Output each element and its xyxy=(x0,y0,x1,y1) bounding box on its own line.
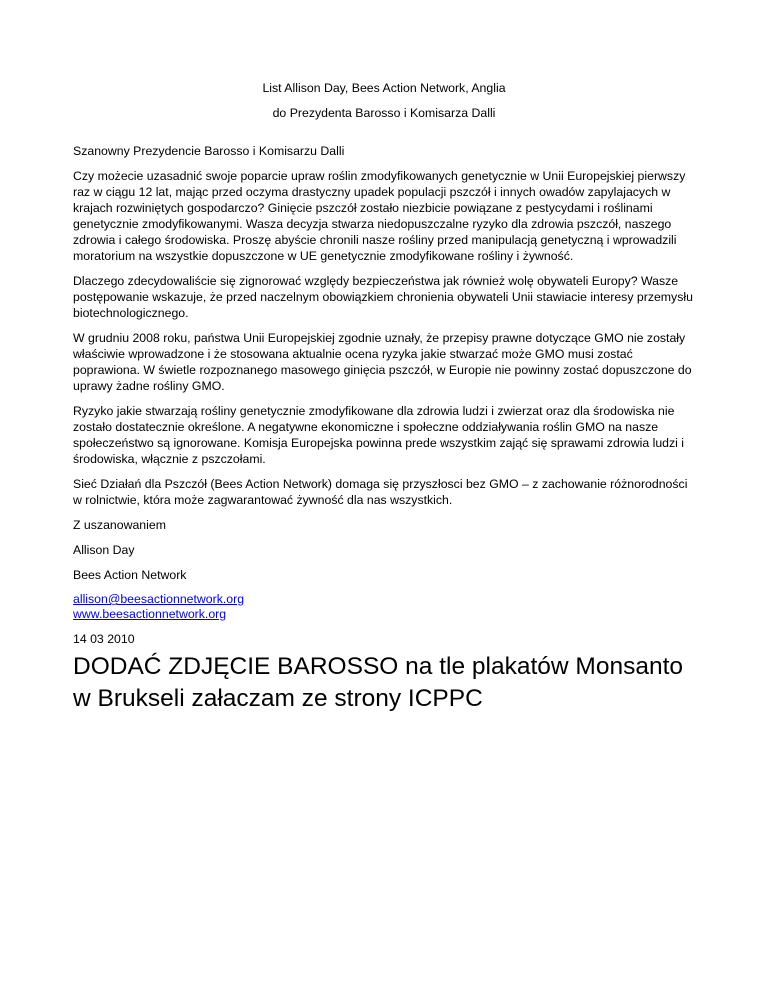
header-line-sender: List Allison Day, Bees Action Network, Anglia xyxy=(262,81,506,95)
website-link[interactable]: www.beesactionnetwork.org xyxy=(73,607,227,621)
paragraph-1: Czy możecie uzasadnić swoje poparcie upraw roślin zmodyfikowanych genetycznie w Unii Europejskiej pierwszy raz w ciągu 12 lat, mając przed oczyma drastyczny upadek populacji pszczół i innych owadów zapylajacych w krajach rozwiniętych gospodarczo? Ginięcie pszczół zostało niezbicie powiązane z pestycydami i roślinami genetycznie zmodyfikowanymi. Wasza decyzja stwarza niedopuszczalne ryzyko dla zdrowia pszczół, naszego zdrowia i całego środowiska. Proszę abyście chronili nasze rośliny przed manipulacją genetyczną i wprowadzili moratorium na wszystkie dopuszczone w UE genetycznie zmodyfikowane rośliny i żywność. xyxy=(73,169,686,263)
letter-date: 14 03 2010 xyxy=(73,632,135,646)
paragraph-4: Ryzyko jakie stwarzają rośliny genetycznie zmodyfikowane dla zdrowia ludzi i zwierzat oraz dla środowiska nie zostało dostatecznie określone. A negatywne ekonomiczne i społeczne oddziaływania roślin GMO na nasze społeczeństwo są ignorowane. Komisja Europejska powinna prede wszystkim zająć się sprawami zdrowia ludzi i środowiska, włącznie z pszczołami. xyxy=(73,404,685,466)
email-link[interactable]: allison@beesactionnetwork.org xyxy=(73,592,245,606)
signature-name: Allison Day xyxy=(73,543,135,557)
letter-page xyxy=(73,80,695,715)
editor-note: DODAĆ ZDJĘCIE BAROSSO na tle plakatów Monsanto w Brukseli załaczam ze strony ICPPC xyxy=(73,653,683,712)
signature-org: Bees Action Network xyxy=(73,568,187,582)
salutation: Szanowny Prezydencie Barosso i Komisarzu Dalli xyxy=(73,144,345,158)
closing: Z uszanowaniem xyxy=(73,518,166,532)
header-line-recipient: do Prezydenta Barosso i Komisarza Dalli xyxy=(272,106,496,120)
paragraph-3: W grudniu 2008 roku, państwa Unii Europejskiej zgodnie uznały, że przepisy prawne dotyczące GMO nie zostały właściwie wprowadzone i że stosowana aktualnie ocena ryzyka jakie stwarzać może GMO musi zostać poprawiona. W świetle rozpoznanego masowego ginięcia pszczół, w Europie nie powinny zostać dopuszczone do uprawy żadne rośliny GMO. xyxy=(73,331,692,393)
paragraph-5: Sieć Działań dla Pszczół (Bees Action Network) domaga się przyszłosci bez GMO – z zachowanie różnorodności w rolnictwie, która może zagwarantować żywność dla nas wszystkich. xyxy=(73,477,688,507)
letter-header xyxy=(73,80,695,121)
contact-links xyxy=(73,592,695,622)
paragraph-2: Dlaczego zdecydowaliście się zignorować względy bezpieczeństwa jak również wolę obywateli Europy? Wasze postępowanie wskazuje, że przed naczelnym obowiązkiem chronienia obywateli Unii stawiacie interesy przemysłu biotechnologicznego. xyxy=(73,274,693,320)
